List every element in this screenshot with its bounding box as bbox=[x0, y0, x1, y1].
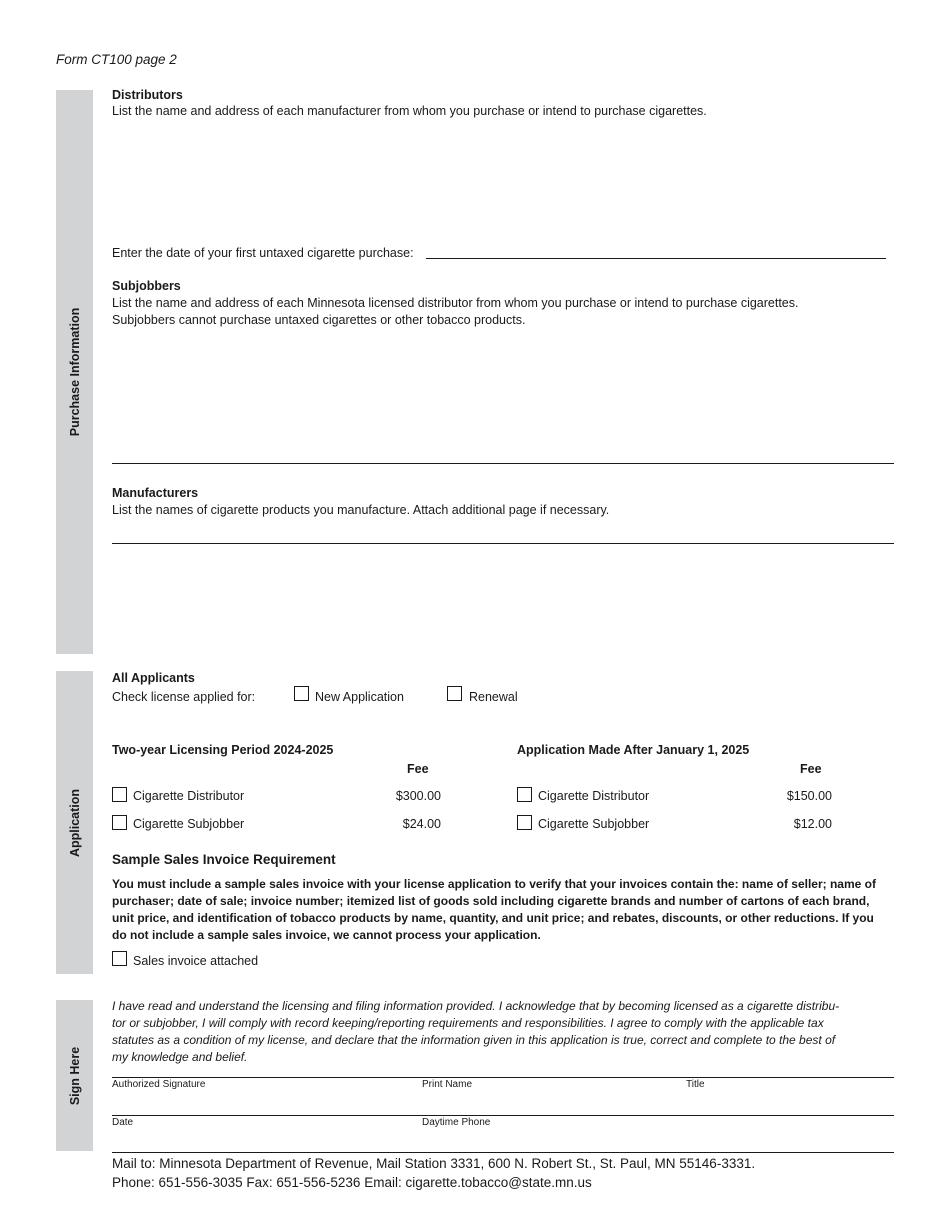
daytime-phone-field[interactable] bbox=[422, 1130, 894, 1150]
sales-invoice-attached-checkbox[interactable] bbox=[112, 951, 127, 966]
fee-header: Fee bbox=[800, 762, 822, 776]
subjobber-fee: $24.00 bbox=[402, 817, 441, 831]
contact-line: Phone: 651-556-3035 Fax: 651-556-5236 Email: cigarette.tobacco@state.mn.us bbox=[112, 1175, 592, 1190]
subjobber-late-checkbox[interactable] bbox=[517, 815, 532, 830]
print-name-field[interactable] bbox=[422, 1092, 677, 1114]
sidebar-label: Purchase Information bbox=[67, 307, 82, 437]
manufacturers-instruction: List the names of cigarette products you manufacture. Attach additional page if necessary. bbox=[112, 503, 610, 517]
sales-invoice-attached-label: Sales invoice attached bbox=[133, 954, 259, 968]
manufacturers-heading: Manufacturers bbox=[112, 486, 199, 500]
first-purchase-date-field[interactable] bbox=[426, 258, 886, 259]
authorized-signature-field[interactable] bbox=[112, 1092, 412, 1114]
sidebar-label: Application bbox=[67, 788, 82, 857]
date-row-line bbox=[112, 1115, 894, 1116]
invoice-requirement-heading: Sample Sales Invoice Requirement bbox=[112, 852, 336, 867]
distributor-late-label: Cigarette Distributor bbox=[538, 789, 650, 803]
all-applicants-heading: All Applicants bbox=[112, 671, 195, 685]
phone-row-line bbox=[112, 1152, 894, 1153]
manufacturers-entry-line[interactable] bbox=[112, 543, 894, 544]
form-title: Form CT100 page 2 bbox=[56, 52, 177, 67]
subjobber-label: Cigarette Subjobber bbox=[133, 817, 245, 831]
distributor-late-fee: $150.00 bbox=[786, 789, 832, 803]
distributors-heading: Distributors bbox=[112, 88, 183, 102]
first-purchase-date-label: Enter the date of your first untaxed cigarette purchase: bbox=[112, 246, 414, 260]
signature-row-line bbox=[112, 1077, 894, 1078]
renewal-checkbox[interactable] bbox=[447, 686, 462, 701]
sidebar-application bbox=[56, 671, 93, 974]
distributor-late-checkbox[interactable] bbox=[517, 787, 532, 802]
declaration-statement: I have read and understand the licensing and filing information provided. I acknowledge that by becoming licensed as a cigarette distribu- tor or subjobber, I will comply with record keeping/reporting requirements and responsibilities. I agree to comply with the applicable tax statutes as a condition of my license, and declare that the information given in this application is true, correct and complete to the best of my knowledge and belief. bbox=[112, 999, 840, 1064]
subjobbers-heading: Subjobbers bbox=[112, 279, 181, 293]
distributor-checkbox[interactable] bbox=[112, 787, 127, 802]
new-application-label: New Application bbox=[315, 690, 404, 704]
subjobber-late-label: Cigarette Subjobber bbox=[538, 817, 650, 831]
distributor-fee: $300.00 bbox=[395, 789, 441, 803]
authorized-signature-label: Authorized Signature bbox=[112, 1079, 206, 1090]
new-application-checkbox[interactable] bbox=[294, 686, 309, 701]
invoice-requirement-text: You must include a sample sales invoice with your license application to verify that your invoices contain the: name of seller; name of purchaser; date of sale; invoice number; itemized list of goods sold including cigarette brands and number of cartons of each brand, unit price, and identification of tobacco products by name, quantity, and unit price; and rebates, discounts, or other reductions. If you do not include a sample sales invoice, we cannot process your application. bbox=[112, 877, 876, 942]
date-label: Date bbox=[112, 1117, 134, 1128]
sidebar-purchase-information bbox=[56, 90, 93, 654]
licensing-period-heading: Two-year Licensing Period 2024-2025 bbox=[112, 743, 334, 757]
subjobbers-divider bbox=[112, 463, 894, 464]
mail-to-line: Mail to: Minnesota Department of Revenue, Mail Station 3331, 600 N. Robert St., St. Paul, MN 55146-3331. bbox=[112, 1156, 756, 1171]
date-field[interactable] bbox=[112, 1130, 412, 1150]
after-january-heading: Application Made After January 1, 2025 bbox=[517, 743, 750, 757]
distributors-instruction: List the name and address of each manufacturer from whom you purchase or intend to purchase cigarettes. bbox=[112, 104, 707, 118]
subjobbers-instruction: List the name and address of each Minnesota licensed distributor from whom you purchase or intend to purchase cigarettes. bbox=[112, 296, 799, 310]
title-label: Title bbox=[686, 1079, 705, 1090]
check-license-label: Check license applied for: bbox=[112, 690, 256, 704]
subjobber-checkbox[interactable] bbox=[112, 815, 127, 830]
print-name-label: Print Name bbox=[422, 1079, 473, 1090]
fee-header: Fee bbox=[407, 762, 429, 776]
sidebar-sign-here bbox=[56, 1000, 93, 1151]
subjobber-late-fee: $12.00 bbox=[793, 817, 832, 831]
renewal-label: Renewal bbox=[469, 690, 518, 704]
sidebar-label: Sign Here bbox=[67, 1046, 82, 1105]
daytime-phone-label: Daytime Phone bbox=[422, 1117, 491, 1128]
distributor-label: Cigarette Distributor bbox=[133, 789, 245, 803]
subjobbers-note: Subjobbers cannot purchase untaxed cigarettes or other tobacco products. bbox=[112, 313, 526, 327]
title-field[interactable] bbox=[686, 1092, 894, 1114]
